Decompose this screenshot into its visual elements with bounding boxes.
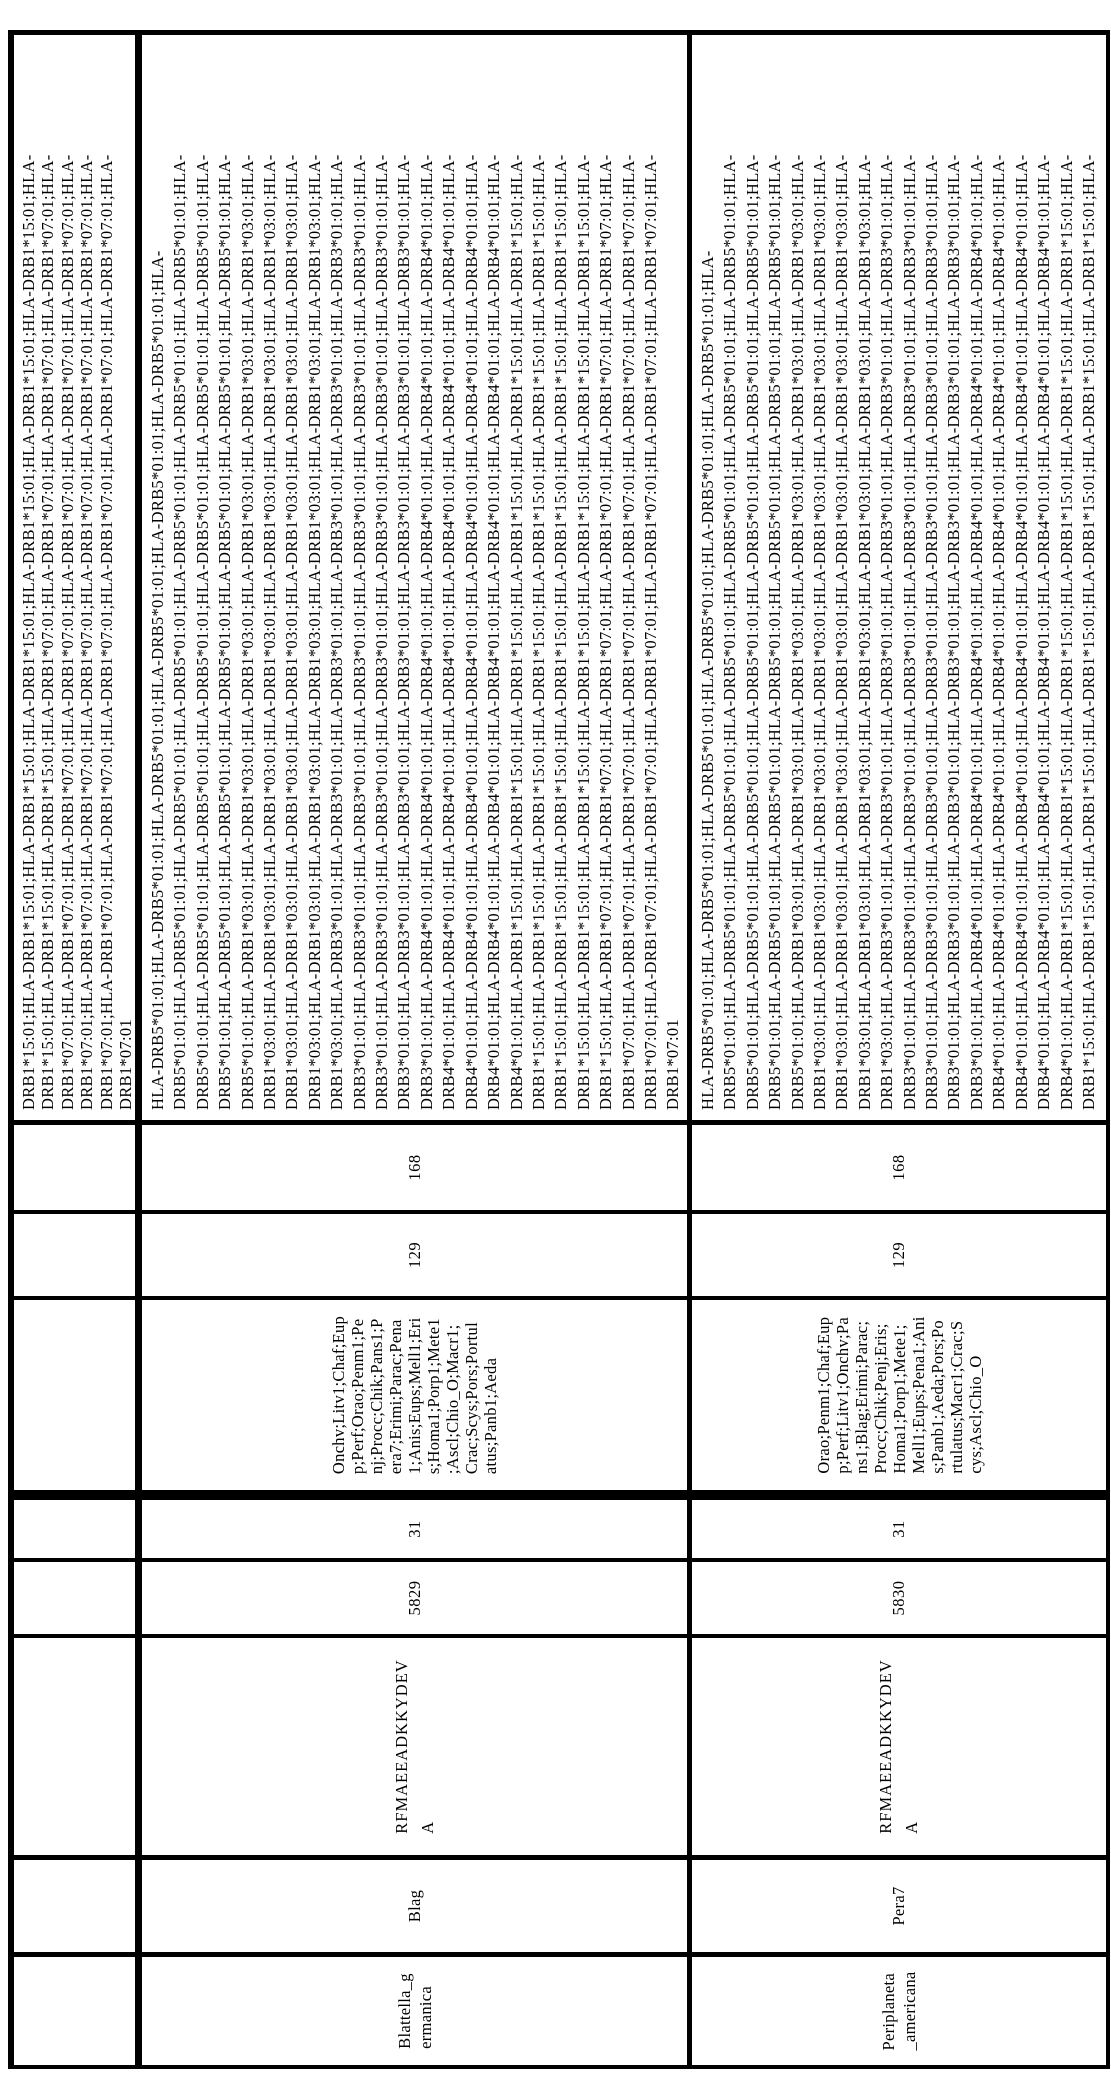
allergen-cell xyxy=(692,1860,1106,1952)
allergen-name: Blag xyxy=(404,1889,424,1923)
hla-allele-list: HLA-DRB5*01:01;HLA-DRB5*01:01;HLA-DRB5*01:01;HLA-DRB5*01:01;HLA-DRB5*01:01;HLA-DRB5*01:01;HLA- DRB5*01:01;HLA-DRB5*01:01;HLA-DRB5*01:01;HLA-DRB5*01:01;HLA-DRB5*01:01;HLA-DRB5*01:01;HLA-DRB5*01:01;HLA- DRB5*01:01;HLA-DRB5*01:01;HLA-DRB5*01:01;HLA-DRB5*01:01;HLA-DRB5*01:01;HLA-DRB5*01:01;HLA-DRB5*01:01;HLA- DRB5*01:01;HLA-DRB5*01:01;HLA-DRB5*01:01;HLA-DRB5*01:01;HLA-DRB5*01:01;HLA-DRB5*01:01;HLA-DRB5*01:01;HLA- DRB5*01:01;HLA-DRB1*03:01;HLA-DRB1*03:01;HLA-DRB1*03:01;HLA-DRB1*03:01;HLA-DRB1*03:01;HLA-DRB1*03:01;HLA- DRB1*03:01;HLA-DRB1*03:01;HLA-DRB1*03:01;HLA-DRB1*03:01;HLA-DRB1*03:01;HLA-DRB1*03:01;HLA-DRB1*03:01;HLA- DRB1*03:01;HLA-DRB1*03:01;HLA-DRB1*03:01;HLA-DRB1*03:01;HLA-DRB1*03:01;HLA-DRB1*03:01;HLA-DRB1*03:01;HLA- DRB1*03:01;HLA-DRB1*03:01;HLA-DRB1*03:01;HLA-DRB1*03:01;HLA-DRB1*03:01;HLA-DRB1*03:01;HLA-DRB1*03:01;HLA- DRB1*03:01;HLA-DRB3*01:01;HLA-DRB3*01:01;HLA-DRB3*01:01;HLA-DRB3*01:01;HLA-DRB3*01:01;HLA-DRB3*01:01;HLA- DRB3*01:01;HLA-DRB3*01:01;HLA-DRB3*01:01;HLA-DRB3*01:01;HLA-DRB3*01:01;HLA-DRB3*01:01;HLA-DRB3*01:01;HLA- DRB3*01:01;HLA-DRB3*01:01;HLA-DRB3*01:01;HLA-DRB3*01:01;HLA-DRB3*01:01;HLA-DRB3*01:01;HLA-DRB3*01:01;HLA- DRB3*01:01;HLA-DRB3*01:01;HLA-DRB3*01:01;HLA-DRB3*01:01;HLA-DRB3*01:01;HLA-DRB3*01:01;HLA-DRB3*01:01;HLA- DRB3*01:01;HLA-DRB4*01:01;HLA-DRB4*01:01;HLA-DRB4*01:01;HLA-DRB4*01:01;HLA-DRB4*01:01;HLA-DRB4*01:01;HLA- DRB4*01:01;HLA-DRB4*01:01;HLA-DRB4*01:01;HLA-DRB4*01:01;HLA-DRB4*01:01;HLA-DRB4*01:01;HLA-DRB4*01:01;HLA- DRB4*01:01;HLA-DRB4*01:01;HLA-DRB4*01:01;HLA-DRB4*01:01;HLA-DRB4*01:01;HLA-DRB4*01:01;HLA-DRB4*01:01;HLA- DRB4*01:01;HLA-DRB4*01:01;HLA-DRB4*01:01;HLA-DRB4*01:01;HLA-DRB4*01:01;HLA-DRB4*01:01;HLA-DRB4*01:01;HLA- DRB4*01:01;HLA-DRB1*15:01;HLA-DRB1*15:01;HLA-DRB1*15:01;HLA-DRB1*15:01;HLA-DRB1*15:01;HLA-DRB1*15:01;HLA- DRB1*15:01;HLA-DRB1*15:01;HLA-DRB1*15:01;HLA-DRB1*15:01;HLA-DRB1*15:01;HLA-DRB1*15:01;HLA-DRB1*15:01;HLA- xyxy=(698,154,1098,1110)
id-number: 5830 xyxy=(889,1580,908,1616)
species-list-cell xyxy=(692,1300,1106,1490)
organism-cell xyxy=(142,1957,687,2065)
column-rule-thick xyxy=(14,1490,1106,1500)
count31-cell xyxy=(142,1500,687,1558)
species-list-cell xyxy=(142,1300,687,1490)
organism-name: Periplaneta _americana xyxy=(879,1971,919,2051)
species-list: Onchv;Litv1;Chaf;Eup p;Perf;Orao;Penm1;Pe nj;Procc;Chik;Pans1;P era7;Erimi;Parac;Pena 1;Anis;Eups;Mell1;Eri s;Homa1;Porp1;Mete1 ;Ascl;Chio_O;Macr1; Crac;Scys;Pors;Portul atus;Panb1;Aeda xyxy=(329,1315,500,1475)
peptide-sequence: RFMAEEADKKYDEV A xyxy=(391,1659,437,1834)
id-cell xyxy=(692,1562,1106,1634)
count-129: 129 xyxy=(889,1241,908,1269)
id-number: 5829 xyxy=(404,1580,424,1616)
count168-cell xyxy=(692,1125,1106,1210)
hla-allele-list: HLA-DRB5*01:01;HLA-DRB5*01:01;HLA-DRB5*01:01;HLA-DRB5*01:01;HLA-DRB5*01:01;HLA-DRB5*01:01;HLA- DRB5*01:01;HLA-DRB5*01:01;HLA-DRB5*01:01;HLA-DRB5*01:01;HLA-DRB5*01:01;HLA-DRB5*01:01;HLA-DRB5*01:01;HLA- DRB5*01:01;HLA-DRB5*01:01;HLA-DRB5*01:01;HLA-DRB5*01:01;HLA-DRB5*01:01;HLA-DRB5*01:01;HLA-DRB5*01:01;HLA- DRB5*01:01;HLA-DRB5*01:01;HLA-DRB5*01:01;HLA-DRB5*01:01;HLA-DRB5*01:01;HLA-DRB5*01:01;HLA-DRB5*01:01;HLA- DRB5*01:01;HLA-DRB1*03:01;HLA-DRB1*03:01;HLA-DRB1*03:01;HLA-DRB1*03:01;HLA-DRB1*03:01;HLA-DRB1*03:01;HLA- DRB1*03:01;HLA-DRB1*03:01;HLA-DRB1*03:01;HLA-DRB1*03:01;HLA-DRB1*03:01;HLA-DRB1*03:01;HLA-DRB1*03:01;HLA- DRB1*03:01;HLA-DRB1*03:01;HLA-DRB1*03:01;HLA-DRB1*03:01;HLA-DRB1*03:01;HLA-DRB1*03:01;HLA-DRB1*03:01;HLA- DRB1*03:01;HLA-DRB1*03:01;HLA-DRB1*03:01;HLA-DRB1*03:01;HLA-DRB1*03:01;HLA-DRB1*03:01;HLA-DRB1*03:01;HLA- DRB1*03:01;HLA-DRB3*01:01;HLA-DRB3*01:01;HLA-DRB3*01:01;HLA-DRB3*01:01;HLA-DRB3*01:01;HLA-DRB3*01:01;HLA- DRB3*01:01;HLA-DRB3*01:01;HLA-DRB3*01:01;HLA-DRB3*01:01;HLA-DRB3*01:01;HLA-DRB3*01:01;HLA-DRB3*01:01;HLA- DRB3*01:01;HLA-DRB3*01:01;HLA-DRB3*01:01;HLA-DRB3*01:01;HLA-DRB3*01:01;HLA-DRB3*01:01;HLA-DRB3*01:01;HLA- DRB3*01:01;HLA-DRB3*01:01;HLA-DRB3*01:01;HLA-DRB3*01:01;HLA-DRB3*01:01;HLA-DRB3*01:01;HLA-DRB3*01:01;HLA- DRB3*01:01;HLA-DRB4*01:01;HLA-DRB4*01:01;HLA-DRB4*01:01;HLA-DRB4*01:01;HLA-DRB4*01:01;HLA-DRB4*01:01;HLA- DRB4*01:01;HLA-DRB4*01:01;HLA-DRB4*01:01;HLA-DRB4*01:01;HLA-DRB4*01:01;HLA-DRB4*01:01;HLA-DRB4*01:01;HLA- DRB4*01:01;HLA-DRB4*01:01;HLA-DRB4*01:01;HLA-DRB4*01:01;HLA-DRB4*01:01;HLA-DRB4*01:01;HLA-DRB4*01:01;HLA- DRB4*01:01;HLA-DRB4*01:01;HLA-DRB4*01:01;HLA-DRB4*01:01;HLA-DRB4*01:01;HLA-DRB4*01:01;HLA-DRB4*01:01;HLA- DRB4*01:01;HLA-DRB1*15:01;HLA-DRB1*15:01;HLA-DRB1*15:01;HLA-DRB1*15:01;HLA-DRB1*15:01;HLA-DRB1*15:01;HLA- DRB1*15:01;HLA-DRB1*15:01;HLA-DRB1*15:01;HLA-DRB1*15:01;HLA-DRB1*15:01;HLA-DRB1*15:01;HLA-DRB1*15:01;HLA- DRB1*15:01;HLA-DRB1*15:01;HLA-DRB1*15:01;HLA-DRB1*15:01;HLA-DRB1*15:01;HLA-DRB1*15:01;HLA-DRB1*15:01;HLA- DRB1*15:01;HLA-DRB1*15:01;HLA-DRB1*15:01;HLA-DRB1*15:01;HLA-DRB1*15:01;HLA-DRB1*15:01;HLA-DRB1*15:01;HLA- DRB1*15:01;HLA-DRB1*07:01;HLA-DRB1*07:01;HLA-DRB1*07:01;HLA-DRB1*07:01;HLA-DRB1*07:01;HLA-DRB1*07:01;HLA- DRB1*07:01;HLA-DRB1*07:01;HLA-DRB1*07:01;HLA-DRB1*07:01;HLA-DRB1*07:01;HLA-DRB1*07:01;HLA-DRB1*07:01;HLA- DRB1*07:01;HLA-DRB1*07:01;HLA-DRB1*07:01;HLA-DRB1*07:01;HLA-DRB1*07:01;HLA-DRB1*07:01;HLA-DRB1*07:01;HLA- DRB1*07:01 xyxy=(148,154,683,1110)
peptide-sequence: RFMAEEADKKYDEV A xyxy=(876,1659,921,1834)
count31-cell xyxy=(692,1500,1106,1558)
count-168: 168 xyxy=(404,1154,424,1181)
organism-name: Blattella_g ermanica xyxy=(394,1973,435,2049)
species-list: Orao;Penm1;Chaf;Eup p;Perf;Litv1;Onchv;Pa ns1;Blag;Erimi;Parac; Procc;Chik;Penj;Eris; Homa1;Porp1;Mete1; Mell1;Eups;Pena1;Ani s;Panb1;Aeda;Pors;Po rtulatus;Macr1;Crac;S cys;Ascl;Chio_O xyxy=(813,1316,985,1474)
row-rule xyxy=(135,35,142,2065)
organism-cell xyxy=(692,1957,1106,2065)
count-31: 31 xyxy=(404,1520,424,1538)
hla-allele-list: DRB1*15:01;HLA-DRB1*15:01;HLA-DRB1*15:01;HLA-DRB1*15:01;HLA-DRB1*15:01;HLA-DRB1*15:01;HLA-DRB1*15:01;HLA- DRB1*15:01;HLA-DRB1*15:01;HLA-DRB1*15:01;HLA-DRB1*07:01;HLA-DRB1*07:01;HLA-DRB1*07:01;HLA-DRB1*07:01;HLA- DRB1*07:01;HLA-DRB1*07:01;HLA-DRB1*07:01;HLA-DRB1*07:01;HLA-DRB1*07:01;HLA-DRB1*07:01;HLA-DRB1*07:01;HLA- DRB1*07:01;HLA-DRB1*07:01;HLA-DRB1*07:01;HLA-DRB1*07:01;HLA-DRB1*07:01;HLA-DRB1*07:01;HLA-DRB1*07:01;HLA- DRB1*07:01;HLA-DRB1*07:01;HLA-DRB1*07:01;HLA-DRB1*07:01;HLA-DRB1*07:01;HLA-DRB1*07:01;HLA-DRB1*07:01;HLA- DRB1*07:01 xyxy=(19,154,135,1110)
count-129: 129 xyxy=(404,1241,424,1269)
id-cell xyxy=(142,1562,687,1634)
allergen-name: Pera7 xyxy=(889,1886,908,1926)
count168-cell xyxy=(142,1125,687,1210)
count129-cell xyxy=(692,1214,1106,1296)
continuation-hla-cell xyxy=(14,35,135,1120)
count-31: 31 xyxy=(889,1520,908,1538)
peptide-cell xyxy=(142,1638,687,1855)
count129-cell xyxy=(142,1214,687,1296)
hla-cell xyxy=(692,35,1106,1120)
count-168: 168 xyxy=(889,1154,908,1181)
hla-cell xyxy=(142,35,687,1120)
peptide-cell xyxy=(692,1638,1106,1855)
allergen-peptide-table xyxy=(8,30,1110,2069)
allergen-cell xyxy=(142,1860,687,1952)
